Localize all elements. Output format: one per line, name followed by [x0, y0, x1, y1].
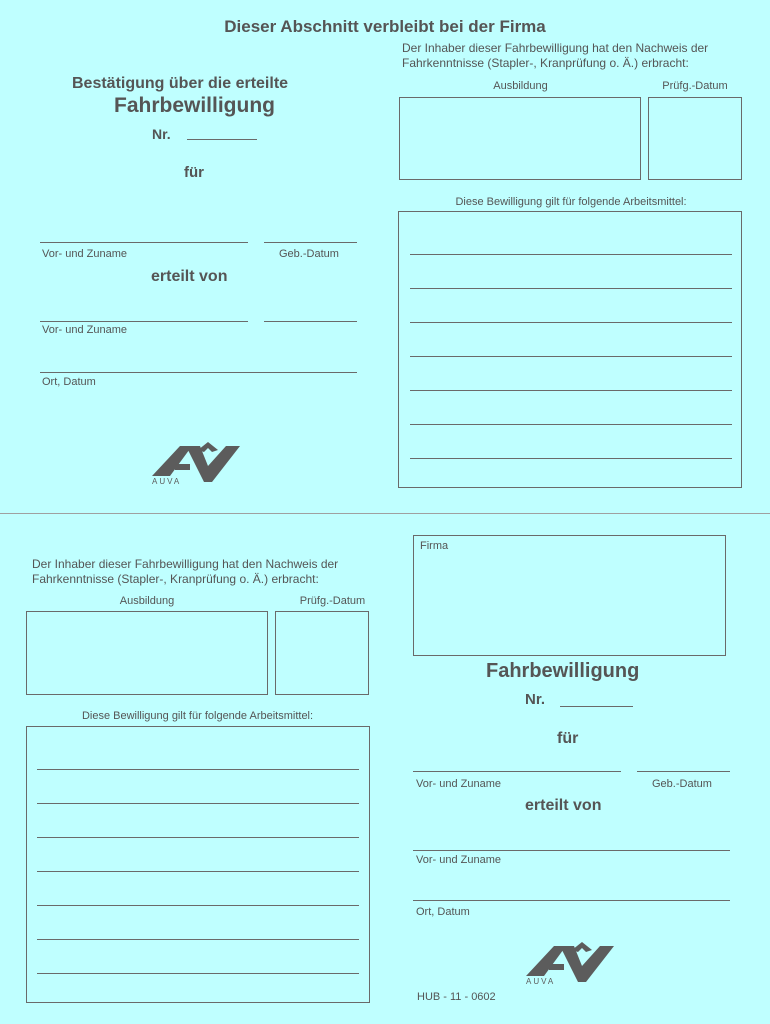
top-nr-line[interactable]: [187, 139, 257, 140]
bottom-training-label: Ausbildung: [119, 595, 175, 607]
bottom-proof-note-line1: Der Inhaber dieser Fahrbewilligung hat den Nachweis der: [32, 557, 339, 571]
bottom-equipment-line[interactable]: [37, 973, 359, 974]
top-equipment-line[interactable]: [410, 288, 732, 289]
top-equipment-line[interactable]: [410, 424, 732, 425]
bottom-equipment-box[interactable]: [26, 726, 370, 1003]
bottom-training-box[interactable]: [26, 611, 268, 695]
top-training-label: Ausbildung: [493, 80, 548, 92]
bottom-holder-name-line[interactable]: [413, 771, 621, 772]
top-equipment-line[interactable]: [410, 356, 732, 357]
top-holder-name-line[interactable]: [40, 242, 248, 243]
bottom-for-label: für: [557, 730, 579, 747]
auva-logo: [524, 940, 616, 986]
auva-logo-text: AUVA: [152, 477, 182, 486]
top-proof-note-line2: Fahrkenntnisse (Stapler-, Kranprüfung o. Ä.) erbracht:: [402, 56, 689, 70]
top-issuer-name-label: Vor- und Zuname: [42, 324, 127, 336]
bottom-issued-by-label: erteilt von: [525, 797, 602, 814]
bottom-equipment-line[interactable]: [37, 871, 359, 872]
cut-line: [0, 513, 770, 514]
bottom-company-label: Firma: [420, 540, 449, 552]
bottom-exam-date-label: Prüfg.-Datum: [299, 595, 366, 607]
top-permit-title: Fahrbewilligung: [114, 94, 275, 117]
top-name-label: Vor- und Zuname: [42, 248, 127, 260]
top-equipment-line[interactable]: [410, 322, 732, 323]
bottom-equipment-line[interactable]: [37, 939, 359, 940]
top-equipment-line[interactable]: [410, 390, 732, 391]
bottom-birth-date-line[interactable]: [637, 771, 730, 772]
top-confirmation-title: Bestätigung über die erteilte: [72, 75, 289, 92]
bottom-nr-label: Nr.: [525, 691, 546, 708]
auva-logo: [150, 440, 242, 486]
form-code: HUB - 11 - 0602: [417, 991, 496, 1003]
top-exam-date-label: Prüfg.-Datum: [662, 80, 728, 92]
top-heading: Dieser Abschnitt verbleibt bei der Firma: [224, 17, 546, 36]
bottom-exam-date-box[interactable]: [275, 611, 369, 695]
bottom-equipment-line[interactable]: [37, 905, 359, 906]
top-issuer-extra-line[interactable]: [264, 321, 357, 322]
bottom-equipment-line[interactable]: [37, 803, 359, 804]
top-training-box[interactable]: [399, 97, 641, 180]
bottom-place-date-line[interactable]: [413, 900, 730, 901]
top-for-label: für: [184, 164, 204, 181]
top-equipment-box[interactable]: [398, 211, 742, 488]
top-equipment-label: Diese Bewilligung gilt für folgende Arbeitsmittel:: [455, 196, 687, 208]
bottom-equipment-label: Diese Bewilligung gilt für folgende Arbeitsmittel:: [81, 710, 314, 722]
top-place-date-line[interactable]: [40, 372, 357, 373]
top-exam-date-box[interactable]: [648, 97, 742, 180]
auva-logo-text: AUVA: [526, 977, 556, 986]
bottom-issuer-name-label: Vor- und Zuname: [416, 854, 501, 866]
bottom-proof-note-line2: Fahrkenntnisse (Stapler-, Kranprüfung o. Ä.) erbracht:: [32, 572, 319, 586]
bottom-name-label: Vor- und Zuname: [416, 778, 501, 790]
top-birth-date-line[interactable]: [264, 242, 357, 243]
top-birth-date-label: Geb.-Datum: [279, 248, 339, 260]
top-proof-note-line1: Der Inhaber dieser Fahrbewilligung hat den Nachweis der: [402, 41, 709, 55]
bottom-equipment-line[interactable]: [37, 769, 359, 770]
top-place-date-label: Ort, Datum: [42, 376, 96, 388]
bottom-birth-date-label: Geb.-Datum: [652, 778, 712, 790]
top-nr-label: Nr.: [152, 126, 171, 142]
bottom-issuer-name-line[interactable]: [413, 850, 730, 851]
bottom-nr-line[interactable]: [560, 706, 633, 707]
top-issuer-name-line[interactable]: [40, 321, 248, 322]
top-equipment-line[interactable]: [410, 458, 732, 459]
bottom-permit-title: Fahrbewilligung: [486, 660, 640, 682]
top-issued-by-label: erteilt von: [151, 268, 228, 285]
top-equipment-line[interactable]: [410, 254, 732, 255]
bottom-place-date-label: Ort, Datum: [416, 906, 470, 918]
bottom-equipment-line[interactable]: [37, 837, 359, 838]
bottom-company-box[interactable]: [413, 535, 726, 656]
